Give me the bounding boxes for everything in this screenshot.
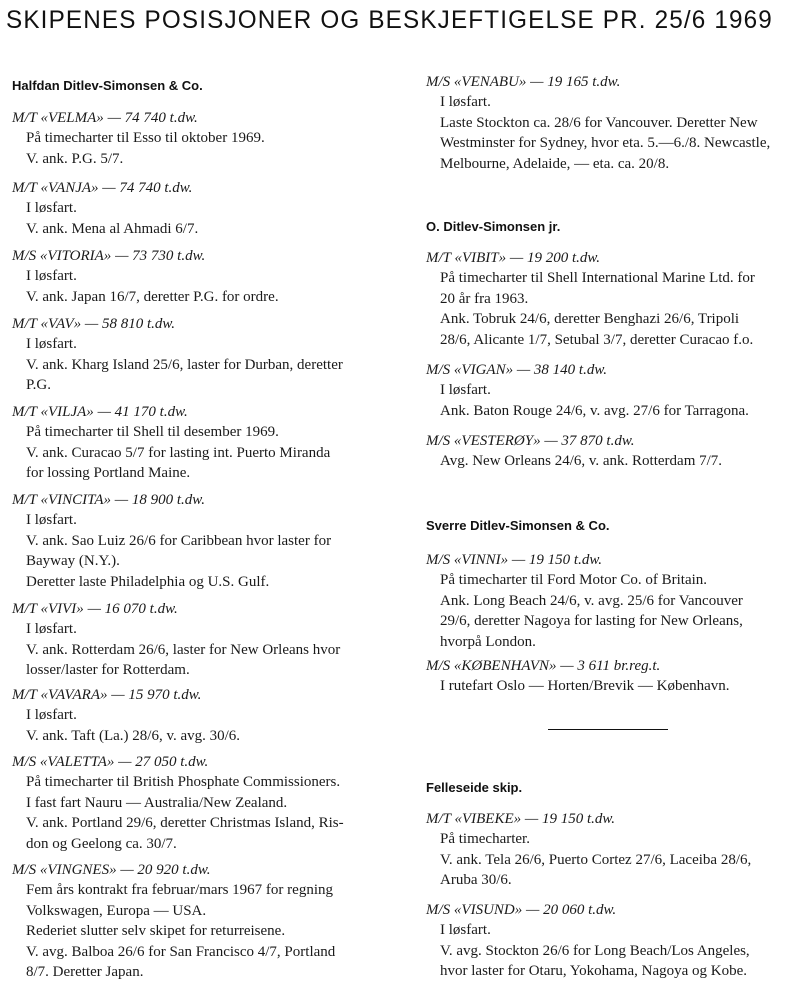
ship-detail-line: I fast fart Nauru — Australia/New Zealand.	[26, 794, 288, 811]
ship-tonnage: — 18 900 t.dw.	[114, 492, 205, 508]
ship-type: M/T	[12, 316, 37, 332]
ship-entry-vavara	[12, 685, 387, 746]
ship-detail-line: Melbourne, Adelaide, — eta. ca. 20/8.	[440, 155, 670, 172]
ship-type: M/T	[12, 601, 37, 617]
ship-heading	[12, 178, 387, 198]
ship-heading	[426, 900, 792, 920]
ship-detail-line: Deretter laste Philadelphia og U.S. Gulf.	[26, 573, 270, 590]
ship-heading	[426, 72, 792, 92]
ship-name: «KØBENHAVN»	[453, 658, 557, 674]
ship-name: «VILJA»	[40, 404, 94, 420]
ship-entry-vilja	[12, 402, 387, 484]
ship-entry-vesteroy	[426, 431, 792, 472]
ship-tonnage: — 20 920 t.dw.	[120, 862, 211, 878]
ship-detail-line: V. ank. Tela 26/6, Puerto Cortez 27/6, Laceiba 28/6,	[440, 851, 752, 868]
ship-type: M/T	[426, 811, 451, 827]
ship-detail-line: Ank. Tobruk 24/6, deretter Benghazi 26/6, Tripoli	[440, 311, 740, 327]
ship-tonnage: — 73 730 t.dw.	[115, 248, 206, 264]
ship-type: M/S	[426, 658, 451, 674]
ship-detail-line: 29/6, deretter Nagoya for lasting for New Orleans,	[440, 613, 743, 629]
ship-name: «VESTERØY»	[453, 433, 541, 449]
ship-detail-line: V. ank. Japan 16/7, deretter P.G. for ordre.	[26, 288, 279, 305]
ship-detail-line: V. ank. Rotterdam 26/6, laster for New Orleans hvor	[26, 641, 341, 658]
ship-detail-line: Ank. Baton Rouge 24/6, v. avg. 27/6 for Tarragona.	[440, 402, 749, 419]
ship-detail-line: Avg. New Orleans 24/6, v. ank. Rotterdam 7/7.	[440, 453, 723, 469]
ship-type: M/S	[426, 552, 451, 568]
ship-detail-line: I løsfart.	[26, 707, 77, 723]
page-title: SKIPENES POSISJONER OG BESKJEFTIGELSE PR. 25/6 1969	[6, 6, 773, 34]
ship-type: M/T	[426, 250, 451, 266]
ship-tonnage: — 19 150 t.dw.	[524, 811, 616, 827]
ship-entry-venabu	[426, 72, 792, 174]
ship-entry-kobenhavn	[426, 656, 792, 697]
ship-name: «VAV»	[40, 316, 82, 332]
ship-type: M/S	[426, 74, 451, 90]
ship-heading	[426, 809, 792, 829]
ship-name: «VINGNES»	[39, 862, 117, 878]
ship-heading	[426, 431, 792, 451]
ship-name: «VITORIA»	[39, 248, 112, 264]
section-divider	[548, 729, 668, 730]
ship-type: M/S	[12, 862, 37, 878]
ship-detail-line: V. ank. Portland 29/6, deretter Christmas Island, Ris-	[26, 815, 344, 831]
ship-type: M/S	[12, 754, 37, 770]
ship-heading	[426, 550, 792, 570]
ship-entry-vitoria	[12, 246, 387, 307]
ship-name: «VELMA»	[40, 110, 104, 126]
ship-detail-line: P.G.	[26, 377, 52, 393]
ship-detail-line: Aruba 30/6.	[440, 872, 512, 888]
ship-detail-line: I løsfart.	[26, 336, 77, 352]
ship-tonnage: — 41 170 t.dw.	[97, 404, 188, 420]
ship-detail-line: V. ank. P.G. 5/7.	[26, 150, 124, 167]
ship-tonnage: — 19 200 t.dw.	[509, 250, 601, 266]
ship-heading	[12, 752, 387, 772]
ship-name: «VINCITA»	[40, 492, 112, 508]
ship-detail-line: V. ank. Curacao 5/7 for lasting int. Puerto Miranda	[26, 444, 331, 461]
ship-tonnage: — 38 140 t.dw.	[516, 362, 607, 378]
ship-tonnage: — 27 050 t.dw.	[118, 754, 209, 770]
ship-detail-line: I løsfart.	[26, 512, 77, 528]
ship-detail-line: Rederiet slutter selv skipet for returreisene.	[26, 923, 286, 939]
ship-detail-line: hvor laster for Otaru, Yokohama, Nagoya og Kobe.	[440, 963, 748, 979]
ship-name: «VENABU»	[453, 74, 527, 90]
ship-entry-velma	[12, 108, 387, 169]
ship-entry-vigan	[426, 360, 792, 421]
ship-detail-line: V. ank. Sao Luiz 26/6 for Caribbean hvor laster for	[26, 532, 332, 549]
ship-entry-visund	[426, 900, 792, 982]
ship-detail-line: don og Geelong ca. 30/7.	[26, 835, 177, 852]
ship-tonnage: — 19 165 t.dw.	[530, 74, 621, 90]
ship-heading	[12, 314, 387, 334]
ship-detail-line: hvorpå London.	[440, 633, 536, 650]
ship-detail-line: 20 år fra 1963.	[440, 290, 529, 307]
ship-detail-line: Westminster for Sydney, hvor eta. 5.—6./8. Newcastle,	[440, 135, 771, 151]
ship-entry-vincita	[12, 490, 387, 592]
ship-heading	[12, 490, 387, 510]
ship-detail-line: Laste Stockton ca. 28/6 for Vancouver. Deretter New	[440, 114, 758, 131]
ship-type: M/S	[12, 248, 37, 264]
ship-name: «VIVI»	[40, 601, 84, 617]
ship-detail-line: V. ank. Mena al Ahmadi 6/7.	[26, 220, 199, 237]
ship-detail-line: Bayway (N.Y.).	[26, 553, 120, 569]
ship-name: «VIGAN»	[453, 362, 514, 378]
ship-heading	[12, 402, 387, 422]
ship-type: M/S	[426, 433, 451, 449]
ship-name: «VANJA»	[40, 180, 99, 196]
ship-type: M/S	[426, 362, 451, 378]
ship-detail-line: I løsfart.	[26, 200, 77, 216]
ship-detail-line: På timecharter til Shell til desember 1969.	[26, 424, 279, 440]
ship-detail-line: V. ank. Kharg Island 25/6, laster for Durban, deretter	[26, 356, 343, 373]
ship-heading	[12, 860, 387, 880]
ship-heading	[12, 685, 387, 705]
ship-detail-line: Volkswagen, Europa — USA.	[26, 902, 207, 919]
ship-type: M/T	[12, 404, 37, 420]
ship-entry-vingnes	[12, 860, 387, 983]
ship-detail-line: På timecharter til British Phosphate Commissioners.	[26, 774, 341, 790]
ship-detail-line: På timecharter.	[440, 831, 530, 847]
ship-detail-line: På timecharter til Shell International Marine Ltd. for	[440, 270, 755, 286]
ship-heading	[12, 246, 387, 266]
company-heading: Felleseide skip.	[426, 780, 523, 795]
ship-detail-line: V. avg. Balboa 26/6 for San Francisco 4/7, Portland	[26, 943, 336, 960]
ship-name: «VALETTA»	[39, 754, 115, 770]
ship-detail-line: 8/7. Deretter Japan.	[26, 964, 144, 980]
ship-name: «VIBEKE»	[454, 811, 522, 827]
ship-heading	[12, 599, 387, 619]
ship-tonnage: — 16 070 t.dw.	[87, 601, 178, 617]
ship-heading	[426, 248, 792, 268]
ship-name: «VAVARA»	[40, 687, 108, 703]
ship-detail-line: V. ank. Taft (La.) 28/6, v. avg. 30/6.	[26, 727, 241, 744]
ship-detail-line: V. avg. Stockton 26/6 for Long Beach/Los Angeles,	[440, 942, 750, 959]
ship-tonnage: — 74 740 t.dw.	[102, 180, 193, 196]
ship-heading	[426, 656, 792, 676]
ship-detail-line: I løsfart.	[26, 621, 77, 637]
ship-detail-line: I løsfart.	[26, 268, 77, 284]
ship-detail-line: På timecharter til Ford Motor Co. of Britain.	[440, 572, 708, 588]
ship-detail-line: Ank. Long Beach 24/6, v. avg. 25/6 for Vancouver	[440, 592, 743, 609]
ship-name: «VINNI»	[453, 552, 509, 568]
ship-detail-line: På timecharter til Esso til oktober 1969.	[26, 130, 265, 146]
ship-entry-vav	[12, 314, 387, 396]
ship-entry-vibeke	[426, 809, 792, 891]
ship-entry-vanja	[12, 178, 387, 239]
ship-detail-line: I løsfart.	[440, 382, 491, 398]
company-heading: O. Ditlev-Simonsen jr.	[426, 219, 561, 234]
ship-detail-line: Fem års kontrakt fra februar/mars 1967 for regning	[26, 882, 333, 898]
ship-entry-vivi	[12, 599, 387, 681]
ship-name: «VISUND»	[453, 902, 523, 918]
ship-tonnage: — 20 060 t.dw.	[526, 902, 617, 918]
ship-type: M/T	[12, 110, 37, 126]
ship-detail-line: for lossing Portland Maine.	[26, 465, 191, 481]
ship-entry-vibit	[426, 248, 792, 350]
ship-tonnage: — 3 611 br.reg.t.	[560, 658, 661, 674]
ship-detail-line: I rutefart Oslo — Horten/Brevik — København.	[440, 678, 730, 694]
ship-type: M/S	[426, 902, 451, 918]
ship-heading	[426, 360, 792, 380]
ship-tonnage: — 74 740 t.dw.	[107, 110, 198, 126]
ship-detail-line: I løsfart.	[440, 94, 491, 110]
ship-type: M/T	[12, 687, 37, 703]
ship-name: «VIBIT»	[454, 250, 507, 266]
ship-tonnage: — 37 870 t.dw.	[544, 433, 635, 449]
company-heading: Sverre Ditlev-Simonsen & Co.	[426, 518, 610, 533]
ship-type: M/T	[12, 492, 37, 508]
ship-tonnage: — 58 810 t.dw.	[84, 316, 176, 332]
company-heading: Halfdan Ditlev-Simonsen & Co.	[12, 78, 203, 93]
ship-type: M/T	[12, 180, 37, 196]
ship-tonnage: — 19 150 t.dw.	[511, 552, 602, 568]
ship-heading	[12, 108, 387, 128]
ship-tonnage: — 15 970 t.dw.	[111, 687, 202, 703]
ship-detail-line: I løsfart.	[440, 922, 491, 938]
ship-detail-line: 28/6, Alicante 1/7, Setubal 3/7, deretter Curacao f.o.	[440, 331, 754, 348]
ship-entry-valetta	[12, 752, 387, 854]
ship-entry-vinni	[426, 550, 792, 652]
ship-detail-line: losser/laster for Rotterdam.	[26, 662, 190, 678]
